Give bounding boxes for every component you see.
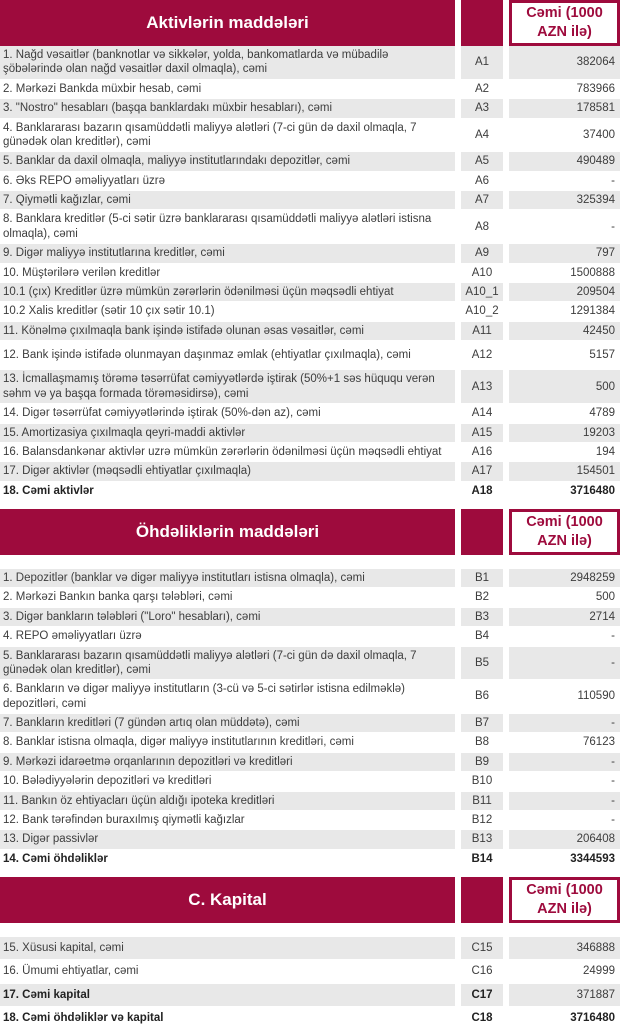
table-row xyxy=(0,341,620,369)
table-row xyxy=(0,172,620,190)
row-label: 3. "Nostro" hesabları (başqa banklardakı müxbir hesabları), cəmi xyxy=(0,99,455,117)
table-row xyxy=(0,302,620,320)
row-label: 1. Nağd vəsaitlər (banknotlar və sikkələr, yolda, bankomatlarda və mübadilə şöbələrində olan nağd vəsaitlər daxil olmaqla), cəmi xyxy=(0,46,455,79)
row-label: 10. Müştərilərə verilən kreditlər xyxy=(0,264,455,282)
row-label: 14. Cəmi öhdəliklər xyxy=(0,850,455,868)
row-label: 6. Bankların və digər maliyyə institutların (3-cü və 5-ci sətirlər istisna edilməklə) depozitləri, cəmi xyxy=(0,680,455,713)
row-label: 7. Qiymətli kağızlar, cəmi xyxy=(0,191,455,209)
row-value: 382064 xyxy=(509,46,620,79)
row-code: A10_2 xyxy=(461,302,503,320)
row-label: 10.2 Xalis kreditlər (sətir 10 çıx sətir 10.1) xyxy=(0,302,455,320)
capital-header-row xyxy=(0,877,620,921)
row-label: 5. Banklar da daxil olmaqla, maliyyə institutlarındakı depozitlər, cəmi xyxy=(0,152,455,170)
liabilities-header-row xyxy=(0,509,620,553)
row-value: 110590 xyxy=(509,680,620,713)
row-value: 19203 xyxy=(509,424,620,442)
table-row xyxy=(0,937,620,959)
row-value: 206408 xyxy=(509,830,620,848)
table-row xyxy=(0,714,620,732)
row-label: 17. Cəmi kapital xyxy=(0,984,455,1006)
unit-column-header: Cəmi (1000 AZN ilə) xyxy=(509,0,620,46)
row-value: 325394 xyxy=(509,191,620,209)
capital-section xyxy=(0,877,620,1030)
row-value: 178581 xyxy=(509,99,620,117)
table-row xyxy=(0,404,620,422)
row-label: 8. Banklar istisna olmaqla, digər maliyyə institutlarının kreditləri, cəmi xyxy=(0,733,455,751)
row-label: 1. Depozitlər (banklar və digər maliyyə institutları istisna olmaqla), cəmi xyxy=(0,569,455,587)
row-code: B6 xyxy=(461,680,503,713)
row-code: A4 xyxy=(461,119,503,152)
unit-column-header: Cəmi (1000 AZN ilə) xyxy=(509,509,620,555)
table-row xyxy=(0,264,620,282)
row-value: - xyxy=(509,753,620,771)
table-row xyxy=(0,191,620,209)
row-code: A17 xyxy=(461,462,503,480)
liabilities-section xyxy=(0,509,620,868)
row-code: A10_1 xyxy=(461,283,503,301)
row-label: 3. Digər bankların tələbləri ("Loro" hesabları), cəmi xyxy=(0,608,455,626)
assets-rows xyxy=(0,46,620,500)
row-code: B11 xyxy=(461,792,503,810)
table-row xyxy=(0,80,620,98)
row-value: 797 xyxy=(509,244,620,262)
row-value: 2948259 xyxy=(509,569,620,587)
row-value: 371887 xyxy=(509,984,620,1006)
table-row xyxy=(0,210,620,243)
assets-section xyxy=(0,0,620,500)
section-title: C. Kapital xyxy=(0,877,455,923)
table-row xyxy=(0,608,620,626)
code-column-header xyxy=(461,877,503,923)
row-label: 12. Bank işində istifadə olunmayan daşınmaz əmlak (ehtiyatlar çıxılmaqla), cəmi xyxy=(0,341,455,369)
row-value: 3716480 xyxy=(509,482,620,500)
table-row xyxy=(0,283,620,301)
spacer xyxy=(0,921,620,937)
row-code: B13 xyxy=(461,830,503,848)
row-code: A1 xyxy=(461,46,503,79)
row-label: 13. İcmallaşmamış törəmə təsərrüfat cəmiyyətlərdə iştirak (50%+1 səs hüququ verən səhm və ya başqa formada törəməsidirsə), cəmi xyxy=(0,370,455,403)
row-label: 14. Digər təsərrüfat cəmiyyətlərində iştirak (50%-dən az), cəmi xyxy=(0,404,455,422)
section-title: Aktivlərin maddələri xyxy=(0,0,455,46)
row-label: 12. Bank tərəfindən buraxılmış qiymətli kağızlar xyxy=(0,811,455,829)
row-value: - xyxy=(509,792,620,810)
row-code: A18 xyxy=(461,482,503,500)
row-value: 3716480 xyxy=(509,1007,620,1029)
row-code: A8 xyxy=(461,210,503,243)
row-label: 10. Bələdiyyələrin depozitləri və kreditləri xyxy=(0,772,455,790)
row-code: A12 xyxy=(461,341,503,369)
row-label: 13. Digər passivlər xyxy=(0,830,455,848)
assets-header-row xyxy=(0,0,620,44)
row-label: 17. Digər aktivlər (məqsədli ehtiyatlar çıxılmaqla) xyxy=(0,462,455,480)
row-value: 500 xyxy=(509,588,620,606)
table-row xyxy=(0,119,620,152)
table-row xyxy=(0,462,620,480)
row-code: C18 xyxy=(461,1007,503,1029)
row-label: 8. Banklara kreditlər (5-ci sətir üzrə banklararası qısamüddətli maliyyə alətləri istisna olmaqla), cəmi xyxy=(0,210,455,243)
row-label: 18. Cəmi öhdəliklər və kapital xyxy=(0,1007,455,1029)
row-value: 783966 xyxy=(509,80,620,98)
table-row xyxy=(0,680,620,713)
row-label: 5. Banklararası bazarın qısamüddətli maliyyə alətləri (7-ci gün də daxil olmaqla, 7 günədək olan kreditlər), cəmi xyxy=(0,647,455,680)
row-value: 37400 xyxy=(509,119,620,152)
row-code: B1 xyxy=(461,569,503,587)
table-row xyxy=(0,772,620,790)
row-value: - xyxy=(509,811,620,829)
row-label: 16. Balansdankənar aktivlər uzrə mümkün zərərlərin ödənilməsi üçün məqsədli ehtiyat xyxy=(0,443,455,461)
row-value: - xyxy=(509,647,620,680)
row-value: 490489 xyxy=(509,152,620,170)
row-label: 11. Könəlmə çıxılmaqla bank işində istifadə olunan əsas vəsaitlər, cəmi xyxy=(0,322,455,340)
row-code: B14 xyxy=(461,850,503,868)
row-value: 154501 xyxy=(509,462,620,480)
row-code: A2 xyxy=(461,80,503,98)
row-value: 209504 xyxy=(509,283,620,301)
row-value: 346888 xyxy=(509,937,620,959)
row-value: 1500888 xyxy=(509,264,620,282)
row-code: A16 xyxy=(461,443,503,461)
row-code: A10 xyxy=(461,264,503,282)
row-label: 4. REPO əməliyyatları üzrə xyxy=(0,627,455,645)
table-row xyxy=(0,984,620,1006)
row-value: 1291384 xyxy=(509,302,620,320)
row-code: A13 xyxy=(461,370,503,403)
row-value: - xyxy=(509,210,620,243)
row-value: - xyxy=(509,627,620,645)
table-row xyxy=(0,569,620,587)
table-row xyxy=(0,424,620,442)
capital-rows xyxy=(0,937,620,1030)
liabilities-rows xyxy=(0,569,620,868)
row-code: C15 xyxy=(461,937,503,959)
table-row xyxy=(0,46,620,79)
row-value: 5157 xyxy=(509,341,620,369)
unit-column-header: Cəmi (1000 AZN ilə) xyxy=(509,877,620,923)
table-row xyxy=(0,647,620,680)
row-label: 2. Mərkəzi Bankın banka qarşı tələbləri, cəmi xyxy=(0,588,455,606)
table-row xyxy=(0,99,620,117)
row-value: - xyxy=(509,714,620,732)
table-row xyxy=(0,792,620,810)
row-label: 9. Mərkəzi idarəetmə orqanlarının depozitləri və kreditləri xyxy=(0,753,455,771)
row-label: 15. Amortizasiya çıxılmaqla qeyri-maddi aktivlər xyxy=(0,424,455,442)
row-code: B7 xyxy=(461,714,503,732)
table-row xyxy=(0,152,620,170)
row-code: A9 xyxy=(461,244,503,262)
row-value: - xyxy=(509,172,620,190)
table-row xyxy=(0,370,620,403)
code-column-header xyxy=(461,0,503,46)
table-row xyxy=(0,482,620,500)
row-label: 6. Əks REPO əməliyyatları üzrə xyxy=(0,172,455,190)
row-value: 194 xyxy=(509,443,620,461)
table-row xyxy=(0,733,620,751)
table-row xyxy=(0,830,620,848)
table-row xyxy=(0,322,620,340)
row-label: 11. Bankın öz ehtiyacları üçün aldığı ipoteka kreditləri xyxy=(0,792,455,810)
row-code: B2 xyxy=(461,588,503,606)
table-row xyxy=(0,443,620,461)
row-code: A7 xyxy=(461,191,503,209)
row-code: A11 xyxy=(461,322,503,340)
row-code: A3 xyxy=(461,99,503,117)
row-code: C17 xyxy=(461,984,503,1006)
row-code: B9 xyxy=(461,753,503,771)
table-row xyxy=(0,850,620,868)
row-code: B3 xyxy=(461,608,503,626)
table-row xyxy=(0,244,620,262)
row-code: B10 xyxy=(461,772,503,790)
row-code: A14 xyxy=(461,404,503,422)
row-code: A6 xyxy=(461,172,503,190)
row-code: A5 xyxy=(461,152,503,170)
row-code: C16 xyxy=(461,960,503,982)
row-label: 2. Mərkəzi Bankda müxbir hesab, cəmi xyxy=(0,80,455,98)
row-label: 15. Xüsusi kapital, cəmi xyxy=(0,937,455,959)
row-label: 10.1 (çıx) Kreditlər üzrə mümkün zərərlərin ödənilməsi üçün məqsədli ehtiyat xyxy=(0,283,455,301)
row-value: 2714 xyxy=(509,608,620,626)
code-column-header xyxy=(461,509,503,555)
row-value: - xyxy=(509,772,620,790)
row-code: A15 xyxy=(461,424,503,442)
row-value: 42450 xyxy=(509,322,620,340)
table-row xyxy=(0,811,620,829)
table-row xyxy=(0,627,620,645)
row-label: 16. Ümumi ehtiyatlar, cəmi xyxy=(0,960,455,982)
row-value: 24999 xyxy=(509,960,620,982)
table-row xyxy=(0,960,620,982)
row-value: 76123 xyxy=(509,733,620,751)
row-code: B8 xyxy=(461,733,503,751)
row-label: 7. Bankların kreditləri (7 gündən artıq olan müddətə), cəmi xyxy=(0,714,455,732)
row-label: 18. Cəmi aktivlər xyxy=(0,482,455,500)
row-value: 500 xyxy=(509,370,620,403)
row-code: B5 xyxy=(461,647,503,680)
row-value: 4789 xyxy=(509,404,620,422)
table-row xyxy=(0,1007,620,1029)
row-code: B4 xyxy=(461,627,503,645)
spacer xyxy=(0,553,620,569)
table-row xyxy=(0,753,620,771)
row-code: B12 xyxy=(461,811,503,829)
row-label: 9. Digər maliyyə institutlarına kreditlər, cəmi xyxy=(0,244,455,262)
row-value: 3344593 xyxy=(509,850,620,868)
section-title: Öhdəliklərin maddələri xyxy=(0,509,455,555)
row-label: 4. Banklararası bazarın qısamüddətli maliyyə alətləri (7-ci gün də daxil olmaqla, 7 günədək olan kreditlər), cəmi xyxy=(0,119,455,152)
table-row xyxy=(0,588,620,606)
